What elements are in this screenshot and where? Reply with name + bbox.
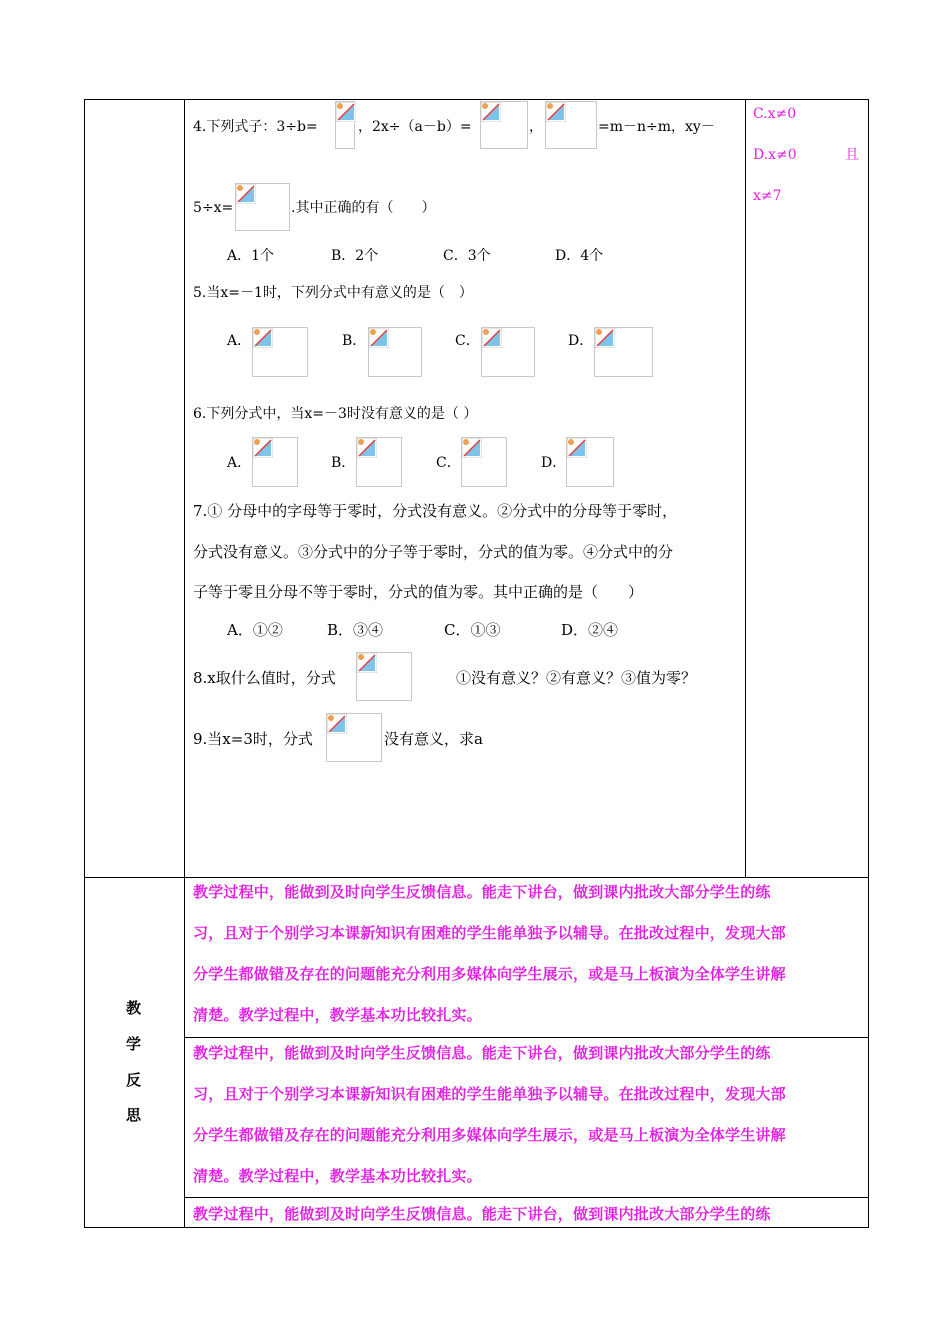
formula-image <box>252 327 308 377</box>
q7-line-3: 子等于零且分母不等于零时，分式的值为零。其中正确的是（ ） <box>193 583 644 601</box>
reflection-paragraph-3 <box>193 1194 865 1235</box>
answer-x7: x≠7 <box>753 188 782 204</box>
q7-line-2: 分式没有意义。③分式中的分子等于零时，分式的值为零。④分式中的分 <box>193 543 674 561</box>
q7-option-d: D．②④ <box>561 621 619 639</box>
formula-image <box>594 327 653 377</box>
q7-line-1: 7.① 分母中的字母等于零时，分式没有意义。②分式中的分母等于零时， <box>193 502 678 520</box>
q6-option-a: A． <box>227 455 252 471</box>
q9-text-a: 9.当x=3时，分式 <box>193 730 313 748</box>
reflection-line: 清楚。教学过程中，教学基本功比较扎实。 <box>193 1006 482 1024</box>
column-divider-left <box>184 99 185 1228</box>
q6-option-b: B． <box>331 455 356 471</box>
q7-option-c: C．①③ <box>444 621 501 639</box>
q4-text-b: ，2x÷（a－b）= <box>358 119 472 135</box>
formula-image <box>356 437 402 487</box>
q8-text-a: 8.x取什么值时，分式 <box>193 669 336 687</box>
q4-text-f: .其中正确的有（ ） <box>291 200 436 216</box>
reflection-line: 分学生都做错及存在的问题能充分利用多媒体向学生展示，或是马上板演为全体学生讲解 <box>193 1126 786 1144</box>
q5-option-a: A． <box>227 333 252 349</box>
reflection-label-3: 反 <box>126 1071 142 1089</box>
formula-image <box>326 713 382 762</box>
table-left-border <box>84 99 85 1228</box>
reflection-label-4: 思 <box>126 1106 142 1124</box>
answer-qie: 且 <box>845 147 859 163</box>
answer-d: D.x≠0 <box>753 147 797 163</box>
reflection-label-2: 学 <box>126 1035 142 1053</box>
reflection-line: 教学过程中，能做到及时向学生反馈信息。能走下讲台，做到课内批改大部分学生的练 <box>193 883 771 901</box>
table-top-border <box>84 99 869 100</box>
q6-text: 6.下列分式中，当x=－3时没有意义的是（ ） <box>193 406 478 422</box>
formula-image <box>335 101 355 149</box>
q4-option-b: B．2个 <box>331 248 379 264</box>
formula-image <box>235 183 290 231</box>
q4-option-a: A．1个 <box>227 248 275 264</box>
reflection-paragraph-1 <box>193 872 865 1036</box>
reflection-label-1: 教 <box>126 999 142 1017</box>
q5-option-b: B． <box>342 333 367 349</box>
q4-option-c: C．3个 <box>443 248 491 264</box>
column-divider-answers <box>745 99 746 877</box>
q5-option-d: D． <box>568 333 594 349</box>
reflection-line: 教学过程中，能做到及时向学生反馈信息。能走下讲台，做到课内批改大部分学生的练 <box>193 1205 771 1223</box>
q6-option-d: D． <box>541 455 567 471</box>
q4-text-a: 4.下列式子：3÷b= <box>193 119 318 135</box>
table-right-border <box>868 99 869 1228</box>
q5-text: 5.当x=－1时，下列分式中有意义的是（ ） <box>193 285 473 301</box>
reflection-paragraph-2 <box>193 1033 865 1197</box>
q4-option-d: D．4个 <box>555 248 604 264</box>
formula-image <box>480 101 528 149</box>
reflection-line: 分学生都做错及存在的问题能充分利用多媒体向学生展示，或是马上板演为全体学生讲解 <box>193 965 786 983</box>
formula-image <box>545 101 597 149</box>
q7-option-b: B．③④ <box>327 621 384 639</box>
answer-c: C.x≠0 <box>753 106 797 122</box>
q7-option-a: A．①② <box>227 621 283 639</box>
formula-image <box>252 437 298 487</box>
reflection-line: 习，且对于个别学习本课新知识有困难的学生能单独予以辅导。在批改过程中，发现大部 <box>193 1085 786 1103</box>
formula-image <box>481 327 535 377</box>
q4-text-c: ， <box>529 119 543 135</box>
q5-option-c: C． <box>455 333 480 349</box>
q4-text-e: 5÷x= <box>193 200 234 216</box>
formula-image <box>356 652 412 701</box>
q4-text-d: =m－n÷m，xy－ <box>598 119 715 135</box>
q8-text-b: ①没有意义？②有意义？③值为零？ <box>456 669 697 687</box>
q6-option-c: C． <box>436 455 461 471</box>
reflection-line: 教学过程中，能做到及时向学生反馈信息。能走下讲台，做到课内批改大部分学生的练 <box>193 1044 771 1062</box>
q9-text-b: 没有意义，求a <box>384 730 483 748</box>
formula-image <box>368 327 422 377</box>
reflection-line: 习，且对于个别学习本课新知识有困难的学生能单独予以辅导。在批改过程中，发现大部 <box>193 924 786 942</box>
formula-image <box>566 437 614 487</box>
reflection-line: 清楚。教学过程中，教学基本功比较扎实。 <box>193 1167 482 1185</box>
formula-image <box>461 437 507 487</box>
